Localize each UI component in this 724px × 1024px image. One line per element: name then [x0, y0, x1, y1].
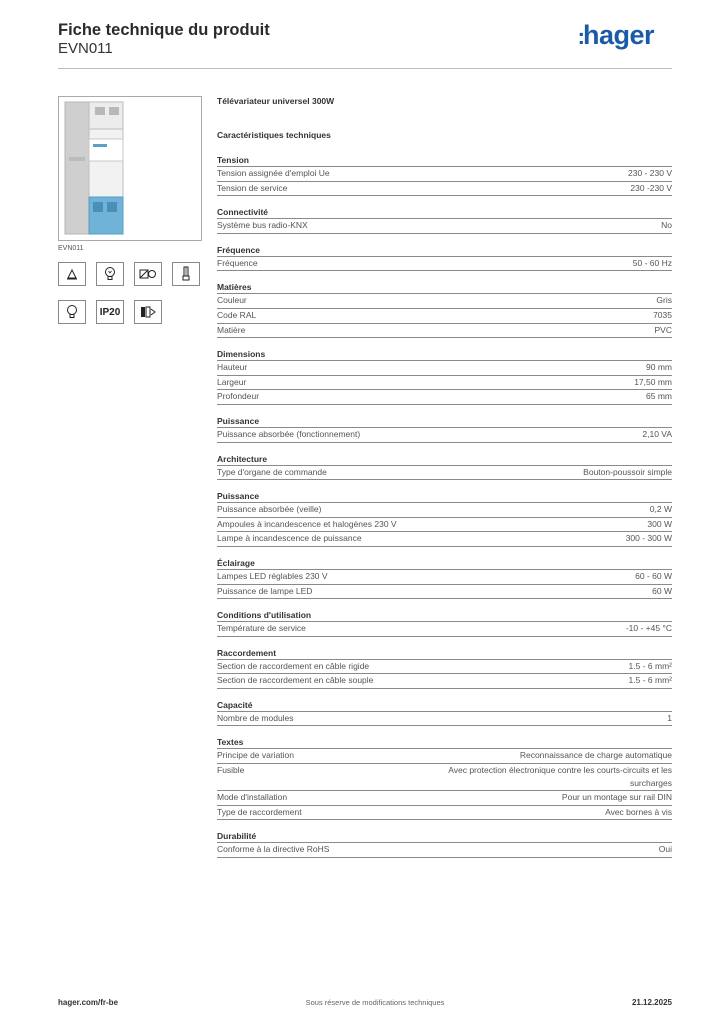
spec-value: Bouton-poussoir simple [583, 466, 672, 477]
spec-section [217, 609, 672, 637]
spec-value: 50 - 60 Hz [632, 257, 672, 268]
header-divider [58, 68, 672, 69]
spec-row [217, 660, 672, 675]
property-icons [58, 262, 202, 324]
spec-row [217, 466, 672, 481]
spec-label: Puissance absorbée (veille) [217, 504, 322, 515]
spec-sections [217, 154, 672, 858]
spec-value: No [661, 220, 672, 231]
spec-label: Nombre de modules [217, 712, 294, 723]
page-header [58, 20, 672, 70]
spec-row [217, 361, 672, 376]
spec-label: Hauteur [217, 362, 248, 373]
spec-row [217, 390, 672, 405]
tech-heading: Caractéristiques techniques [217, 130, 331, 140]
spec-label: Type de raccordement [217, 806, 302, 817]
spec-row [217, 749, 672, 764]
spec-label: Tension de service [217, 182, 288, 193]
spec-label: Largeur [217, 376, 247, 387]
section-title: Tension [217, 154, 672, 167]
spec-value: 2,10 VA [642, 428, 672, 439]
spec-value: 300 - 300 W [625, 533, 672, 544]
spec-value: 65 mm [646, 391, 672, 402]
product-visual-panel [58, 96, 202, 324]
tube-lamp-icon [172, 262, 200, 286]
spec-section [217, 490, 672, 547]
product-reference: EVN011 [58, 40, 113, 57]
section-title: Conditions d'utilisation [217, 609, 672, 622]
spec-label: Couleur [217, 295, 247, 306]
section-title: Connectivité [217, 206, 672, 219]
spec-section [217, 244, 672, 272]
spec-value: Gris [656, 295, 672, 306]
spec-value: 90 mm [646, 362, 672, 373]
spec-row [217, 182, 672, 197]
spec-section [217, 348, 672, 405]
spec-label: Lampe à incandescence de puissance [217, 533, 362, 544]
section-title: Dimensions [217, 348, 672, 361]
spec-row [217, 712, 672, 727]
spec-section [217, 699, 672, 727]
spec-label: Type d'organe de commande [217, 466, 327, 477]
module-icon [134, 300, 162, 324]
spec-label: Lampes LED réglables 230 V [217, 570, 328, 581]
led-bulb-icon [58, 300, 86, 324]
spec-value: Reconnaissance de charge automatique [519, 750, 672, 761]
spec-section [217, 281, 672, 338]
spec-row [217, 503, 672, 518]
spec-row [217, 428, 672, 443]
spec-label: Tension assignée d'emploi Ue [217, 168, 330, 178]
spec-value: Oui [658, 844, 672, 855]
spec-row [217, 324, 672, 339]
section-title: Puissance [217, 415, 672, 428]
spec-label: Section de raccordement en câble rigide [217, 660, 370, 671]
spec-label: Conforme à la directive RoHS [217, 844, 330, 855]
spec-label: Mode d'installation [217, 792, 288, 803]
spec-value: -10 - +45 °C [625, 623, 672, 634]
spec-label: Ampoules à incandescence et halogènes 230 V [217, 518, 397, 529]
section-title: Éclairage [217, 557, 672, 570]
section-title: Capacité [217, 699, 672, 712]
spec-section [217, 415, 672, 443]
spec-row [217, 518, 672, 533]
spec-value: 230 - 230 V [628, 168, 672, 178]
spec-label: Matière [217, 324, 246, 335]
spec-row [217, 622, 672, 637]
spec-row [217, 791, 672, 806]
spec-label: Code RAL [217, 309, 257, 320]
ip20-rating: IP20 [96, 300, 124, 324]
spec-row [217, 167, 672, 182]
page-title: Fiche technique du produit [58, 21, 270, 39]
specifications [217, 96, 672, 868]
spec-row [217, 764, 672, 791]
bulb-icon [96, 262, 124, 286]
spec-row [217, 843, 672, 858]
spec-row [217, 309, 672, 324]
footer-website: hager.com/fr-be [58, 998, 119, 1007]
spec-row [217, 806, 672, 821]
section-title: Fréquence [217, 244, 672, 257]
page-footer [58, 998, 672, 1007]
spec-label: Puissance absorbée (fonctionnement) [217, 428, 361, 439]
spec-section [217, 453, 672, 481]
spec-row [217, 532, 672, 547]
spec-row [217, 570, 672, 585]
spec-value: 1.5 - 6 mm² [628, 660, 672, 671]
footer-date: 21.12.2025 [631, 998, 672, 1007]
spec-row [217, 585, 672, 600]
spec-label: Température de service [217, 623, 306, 634]
spec-label: Système bus radio-KNX [217, 220, 308, 231]
spec-label: Fusible [217, 765, 245, 776]
spec-value: Pour un montage sur rail DIN [561, 792, 672, 803]
spec-label: Fréquence [217, 257, 258, 268]
dimmable-lamp-icon [58, 262, 86, 286]
spec-value: 17,50 mm [634, 376, 672, 387]
spec-section [217, 736, 672, 820]
spec-section [217, 206, 672, 234]
section-title: Durabilité [217, 830, 672, 843]
section-title: Raccordement [217, 647, 672, 660]
spec-label: Profondeur [217, 391, 260, 402]
spec-row [217, 219, 672, 234]
spec-value: 60 - 60 W [635, 570, 672, 581]
spec-value: 60 W [652, 585, 672, 596]
section-title: Textes [217, 736, 672, 749]
spec-value: 1 [667, 712, 672, 723]
product-image [58, 96, 202, 241]
spec-section [217, 557, 672, 599]
spec-section [217, 154, 672, 196]
spec-label: Puissance de lampe LED [217, 585, 313, 596]
spec-row [217, 674, 672, 689]
section-title: Architecture [217, 453, 672, 466]
spec-row [217, 294, 672, 309]
spec-value: Avec protection électronique contre les courts-circuits et les surcharges [448, 765, 672, 789]
spec-value: 230 -230 V [630, 182, 672, 193]
product-image-caption: EVN011 [58, 245, 84, 252]
spec-value: 1.5 - 6 mm² [628, 675, 672, 686]
product-name: Télévariateur universel 300W [217, 96, 335, 106]
spec-section [217, 830, 672, 858]
spec-label: Principe de variation [217, 750, 295, 761]
spec-value: PVC [654, 324, 672, 335]
section-title: Matières [217, 281, 672, 294]
hager-logo: :hager [577, 20, 654, 50]
spec-value: 0,2 W [649, 504, 672, 515]
spec-label: Section de raccordement en câble souple [217, 675, 374, 686]
spec-row [217, 376, 672, 391]
footer-disclaimer: Sous réserve de modifications techniques [305, 998, 445, 1007]
transformer-icon [134, 262, 162, 286]
spec-row [217, 257, 672, 272]
spec-value: 300 W [647, 518, 672, 529]
spec-section [217, 647, 672, 689]
spec-value: Avec bornes à vis [605, 806, 672, 817]
spec-value: 7035 [653, 309, 672, 320]
section-title: Puissance [217, 490, 672, 503]
